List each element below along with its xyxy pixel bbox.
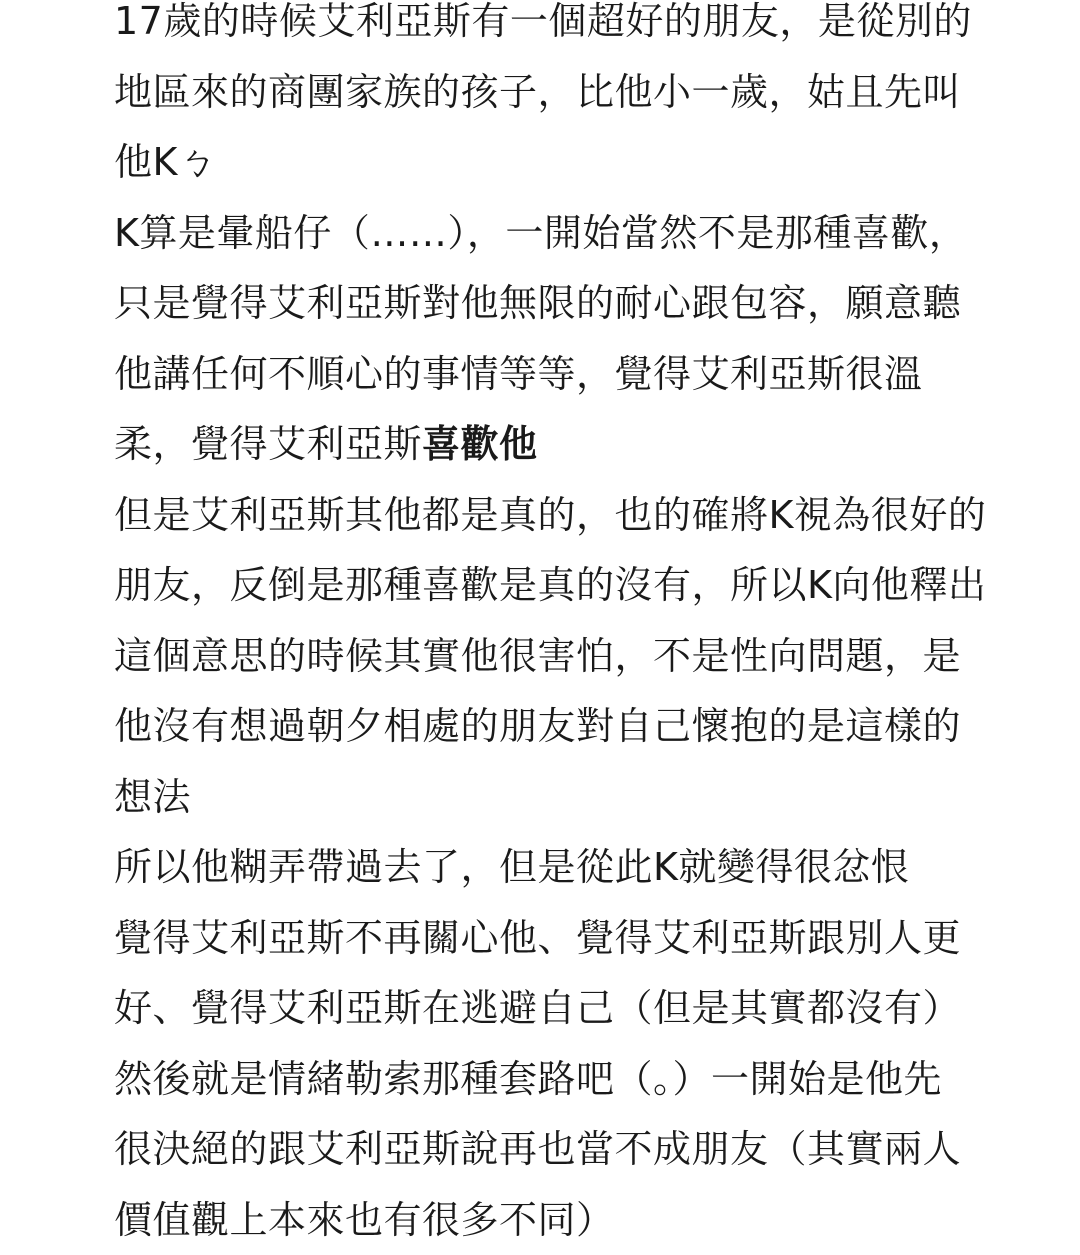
- text-line-7: [114, 409, 1054, 480]
- document-body: [114, 0, 1054, 1255]
- text-line-1: 17歲的時候艾利亞斯有一個超好的朋友，是從別的: [114, 0, 1054, 57]
- text-line-5: 只是覺得艾利亞斯對他無限的耐心跟包容，願意聽: [114, 268, 1054, 339]
- text-line-14: 覺得艾利亞斯不再關心他、覺得艾利亞斯跟別人更: [114, 903, 1054, 974]
- text-line-17: 很決絕的跟艾利亞斯說再也當不成朋友（其實兩人: [114, 1114, 1054, 1185]
- text-line-3: 他Kㄅ: [114, 127, 1054, 198]
- text-line-16: 然後就是情緒勒索那種套路吧（。）一開始是他先: [114, 1044, 1054, 1115]
- text-line-9: 朋友，反倒是那種喜歡是真的沒有，所以K向他釋出: [114, 550, 1054, 621]
- text-line-18: 價值觀上本來也有很多不同）: [114, 1185, 1054, 1255]
- text-line-10: 這個意思的時候其實他很害怕，不是性向問題，是: [114, 621, 1054, 692]
- text-line-7-regular: 柔，覺得艾利亞斯: [114, 422, 422, 466]
- text-line-11: 他沒有想過朝夕相處的朋友對自己懷抱的是這樣的: [114, 691, 1054, 762]
- bold-emphasis: 喜歡他: [422, 422, 538, 466]
- text-line-8: 但是艾利亞斯其他都是真的，也的確將K視為很好的: [114, 480, 1054, 551]
- text-line-4: K算是暈船仔（……），一開始當然不是那種喜歡，: [114, 198, 1054, 269]
- text-line-6: 他講任何不順心的事情等等，覺得艾利亞斯很溫: [114, 339, 1054, 410]
- text-line-12: 想法: [114, 762, 1054, 833]
- text-line-15: 好、覺得艾利亞斯在逃避自己（但是其實都沒有）: [114, 973, 1054, 1044]
- text-line-2: 地區來的商團家族的孩子，比他小一歲，姑且先叫: [114, 57, 1054, 128]
- text-line-13: 所以他糊弄帶過去了，但是從此K就變得很忿恨: [114, 832, 1054, 903]
